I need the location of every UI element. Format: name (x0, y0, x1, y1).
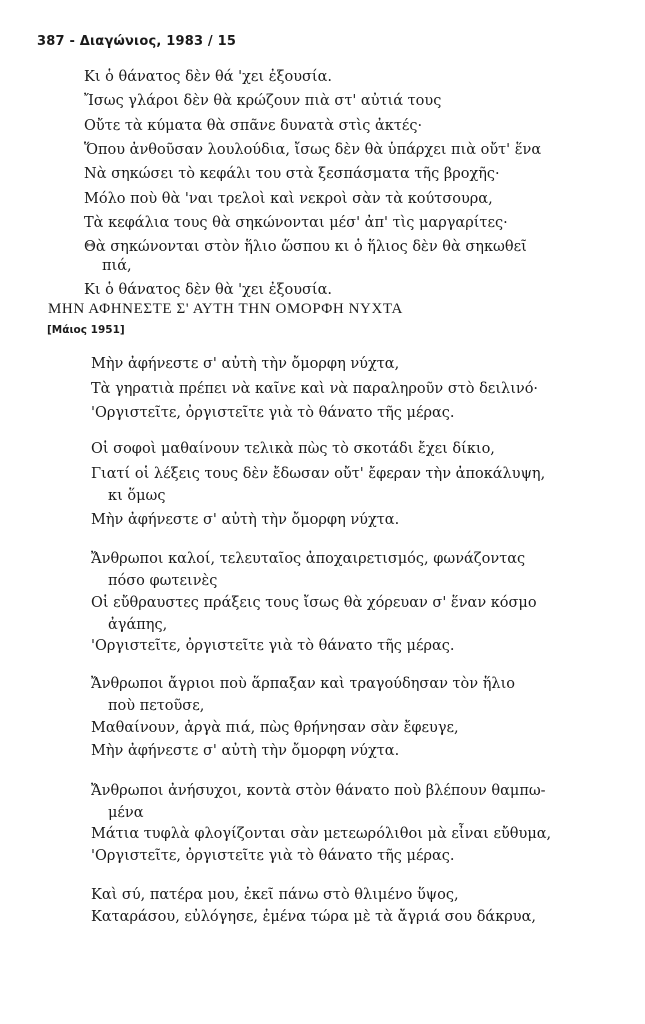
poem2-line: πόσο φωτεινὲς (108, 573, 218, 589)
poem2-line: μένα (108, 805, 144, 821)
poem2-line: 'Οργιστεῖτε, ὀργιστεῖτε γιὰ τὸ θάνατο τῆς μέρας. (91, 638, 455, 654)
poem2-line: Μαθαίνουν, ἀργὰ πιά, πὼς θρήνησαν σὰν ἔφευγε, (91, 720, 459, 736)
poem2-line: 'Οργιστεῖτε, ὀργιστεῖτε γιὰ τὸ θάνατο τῆς μέρας. (91, 405, 455, 421)
page-header: 387 - Διαγώνιος, 1983 / 15 (37, 34, 237, 49)
poem2-line: Οἱ σοφοὶ μαθαίνουν τελικὰ πὼς τὸ σκοτάδι ἔχει δίκιο, (91, 441, 495, 457)
poem1-line: Μόλο ποὺ θὰ 'ναι τρελοὶ καὶ νεκροὶ σὰν τὰ κούτσουρα, (84, 191, 493, 207)
poem2-line: Ἄνθρωποι ἀνήσυχοι, κοντὰ στὸν θάνατο ποὺ βλέπουν θαμπω- (91, 783, 546, 799)
poem2-line: ἀγάπης, (108, 617, 168, 633)
poem-date: [Μάιος 1951] (47, 324, 125, 336)
poem2-line: Ἄνθρωποι καλοί, τελευταῖος ἀποχαιρετισμός, φωνάζοντας (91, 551, 526, 567)
poem2-line: Μὴν ἀφήνεστε σ' αὐτὴ τὴν ὄμορφη νύχτα. (91, 743, 400, 759)
poem1-line: Τὰ κεφάλια τους θὰ σηκώνονται μέσ' ἀπ' τὶς μαργαρίτες· (84, 215, 508, 231)
poem2-line: Καταράσου, εὐλόγησε, ἐμένα τώρα μὲ τὰ ἄγριά σου δάκρυα, (91, 909, 537, 925)
poem1-line: Οὔτε τὰ κύματα θὰ σπᾶνε δυνατὰ στὶς ἀκτές· (84, 118, 423, 134)
poem1-line: πιά, (102, 258, 132, 274)
poem2-line: Μάτια τυφλὰ φλογίζονται σὰν μετεωρόλιθοι μὰ εἶναι εὔθυμα, (91, 826, 552, 842)
poem1-line: Κι ὁ θάνατος δὲν θὰ 'χει ἐξουσία. (84, 282, 333, 298)
poem2-line: 'Οργιστεῖτε, ὀργιστεῖτε γιὰ τὸ θάνατο τῆς μέρας. (91, 848, 455, 864)
poem1-line: Ὅπου ἀνθοῦσαν λουλούδια, ἴσως δὲν θὰ ὑπάρχει πιὰ οὔτ' ἕνα (84, 142, 542, 158)
poem2-line: Οἱ εὔθραυστες πράξεις τους ἴσως θὰ χόρευαν σ' ἕναν κόσμο (91, 595, 537, 611)
poem1-line: Ἴσως γλάροι δὲν θὰ κρώζουν πιὰ στ' αὐτιά τους (84, 93, 442, 109)
poem2-line: κι ὅμως (108, 488, 166, 504)
poem2-line: Μὴν ἀφήνεστε σ' αὐτὴ τὴν ὄμορφη νύχτα, (91, 356, 400, 372)
poem1-line: Νὰ σηκώσει τὸ κεφάλι του στὰ ξεσπάσματα τῆς βροχῆς· (84, 166, 500, 182)
poem2-line: Μὴν ἀφήνεστε σ' αὐτὴ τὴν ὄμορφη νύχτα. (91, 512, 400, 528)
poem2-line: Ἄνθρωποι ἄγριοι ποὺ ἅρπαξαν καὶ τραγούδησαν τὸν ἥλιο (91, 676, 515, 692)
poem2-line: ποὺ πετοῦσε, (108, 698, 205, 714)
poem1-line: Κι ὁ θάνατος δὲν θά 'χει ἐξουσία. (84, 69, 333, 85)
poem2-line: Γιατί οἱ λέξεις τους δὲν ἔδωσαν οὔτ' ἔφεραν τὴν ἀποκάλυψη, (91, 466, 546, 482)
poem-title: ΜΗΝ ΑΦΗΝΕΣΤΕ Σ' ΑΥΤΗ ΤΗΝ ΟΜΟΡΦΗ ΝΥΧΤΑ (48, 301, 403, 317)
poem2-line: Τὰ γηρατιὰ πρέπει νὰ καῖνε καὶ νὰ παραληροῦν στὸ δειλινό· (91, 381, 539, 397)
poem2-line: Καὶ σύ, πατέρα μου, ἐκεῖ πάνω στὸ θλιμένο ὕψος, (91, 887, 459, 903)
poem1-line: Θὰ σηκώνονται στὸν ἥλιο ὥσπου κι ὁ ἥλιος δὲν θὰ σηκωθεῖ (84, 239, 527, 255)
